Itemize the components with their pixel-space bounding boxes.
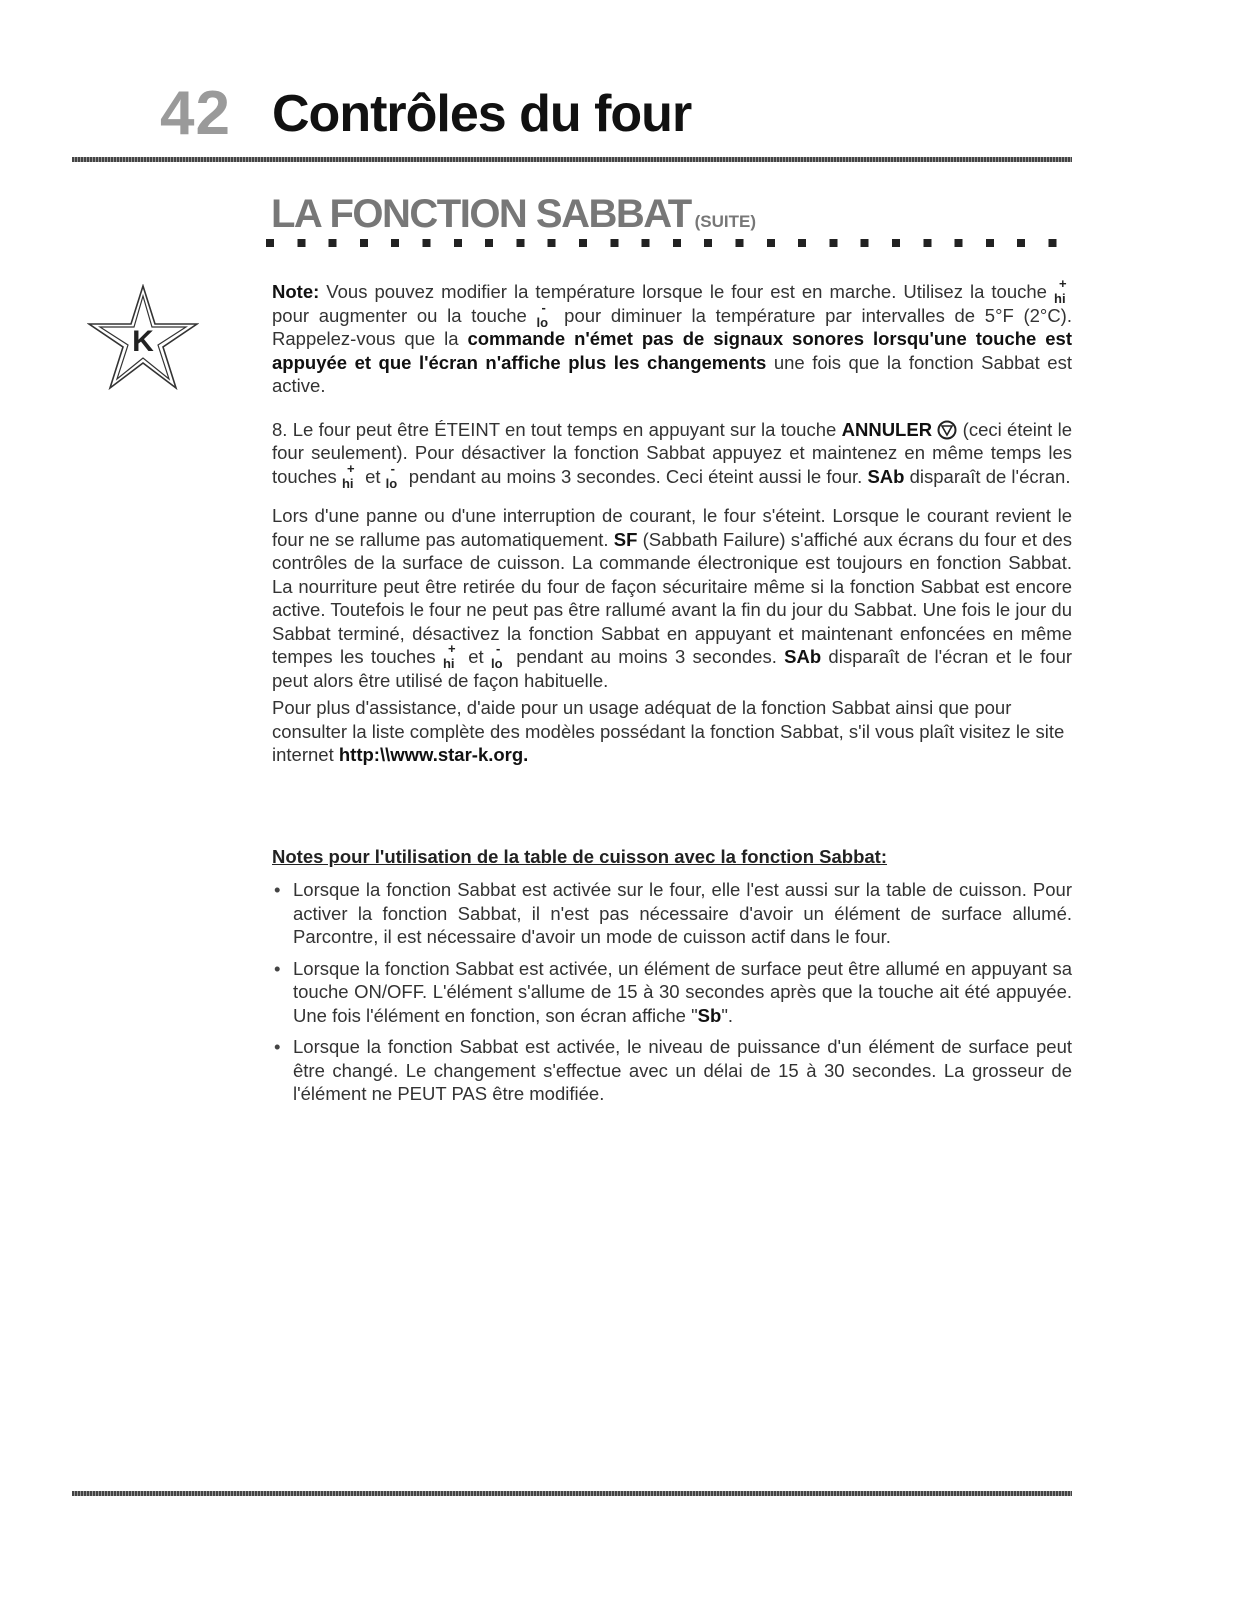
cancel-key-icon: [937, 420, 957, 440]
notes-heading: Notes pour l'utilisation de la table de cuisson avec la fonction Sabbat:: [272, 845, 888, 867]
page-title: Contrôles du four: [272, 85, 692, 143]
star-k-link[interactable]: http:\\www.star-k.org.: [338, 744, 529, 765]
star-k-letter: K: [132, 325, 154, 358]
list-item: • Lorsque la fonction Sabbat est activée, le niveau de puissance d'un élément de surface peut être changé. Le changement s'effectue avec un délai de 15 à 30 secondes. La grosseur de l'élément ne PEUT PAS être modifiée.: [272, 1035, 1072, 1106]
cancel-key-label: ANNULER: [841, 418, 933, 440]
lo-key-icon: - lo: [536, 299, 549, 330]
assistance-paragraph: Pour plus d'assistance, d'aide pour un usage adéquat de la fonction Sabbat ainsi que pour consulter la liste complète des modèles possédant la fonction Sabbat, s'il vous plaît visitez le site internet http:\\www.star-k.org.: [272, 697, 1065, 765]
hi-key-icon: + hi: [341, 460, 355, 491]
content: [272, 276, 1073, 1114]
section-title-suffix: (SUITE): [694, 212, 757, 231]
dotted-divider: [266, 239, 1076, 247]
lo-key-icon: - lo: [385, 460, 398, 491]
note-label: Note:: [272, 281, 320, 302]
lo-key-icon: - lo: [491, 641, 503, 671]
hi-key-icon: + hi: [442, 641, 456, 671]
note-paragraph: Note: Vous pouvez modifier la température lorsque le four est en marche. Utilisez la touche + hi pour augmenter ou la touche - lo pour diminuer la température par intervalles de 5°F (2°C). Rappelez-vous que la commande n'émet pas de signaux sonores lorsqu'une touche est appuyée et que l'écran n'affiche plus les changements une fois que la fonction Sabbat est active.: [272, 276, 1073, 396]
step-8-paragraph: 8. Le four peut être ÉTEINT en tout temps en appuyant sur la touche ANNULER (ceci éteint le four seulement). Pour désactiver la fonction Sabbat appuyez et maintenez en même temps les touches + hi et - lo pendant au moins 3 secondes. Ceci éteint aussi le four. SAb disparaît de l'écran.: [272, 418, 1072, 491]
list-item: • Lorsque la fonction Sabbat est activée, un élément de surface peut être allumé en appuyant sa touche ON/OFF. L'élément s'allume de 15 à 30 secondes après que la touche ait été appuyée. Une fois l'élément en fonction, son écran affiche "Sb".: [272, 957, 1072, 1028]
hi-key-icon: + hi: [1054, 276, 1067, 306]
section-title: [271, 192, 756, 237]
notes-list: [272, 878, 1072, 1106]
page-number: 42: [160, 79, 231, 148]
footer-rule: [72, 1491, 1072, 1496]
star-k-icon: [87, 284, 199, 396]
header-rule: [72, 157, 1072, 162]
list-item: • Lorsque la fonction Sabbat est activée sur le four, elle l'est aussi sur la table de cuisson. Pour activer la fonction Sabbat, il n'est pas nécessaire d'avoir un élément de surface allumé. Parcontre, il est nécessaire d'avoir un mode de cuisson actif dans le four.: [272, 878, 1072, 949]
section-title-text: LA FONCTION SABBAT: [271, 192, 691, 236]
power-failure-paragraph: Lors d'une panne ou d'une interruption de courant, le four s'éteint. Lorsque le courant revient le four ne se rallume pas automatiquement. SF (Sabbath Failure) s'affiché aux écrans du four et des contrôles de la surface de cuisson. La commande électronique est toujours en fonction Sabbat. La nourriture peut être retirée du four de façon sécuritaire même si la fonction Sabbat est encore active. Toutefois le four ne peut pas être rallumé avant la fin du jour du Sabbat. Une fois le jour du Sabbat terminé, désactivez la fonction Sabbat en appuyant et maintenant enfoncées en même tempes les touches + hi et - lo pendant au moins 3 secondes. SAb disparaît de l'écran et le four peut alors être utilisé de façon habituelle.: [272, 505, 1073, 691]
